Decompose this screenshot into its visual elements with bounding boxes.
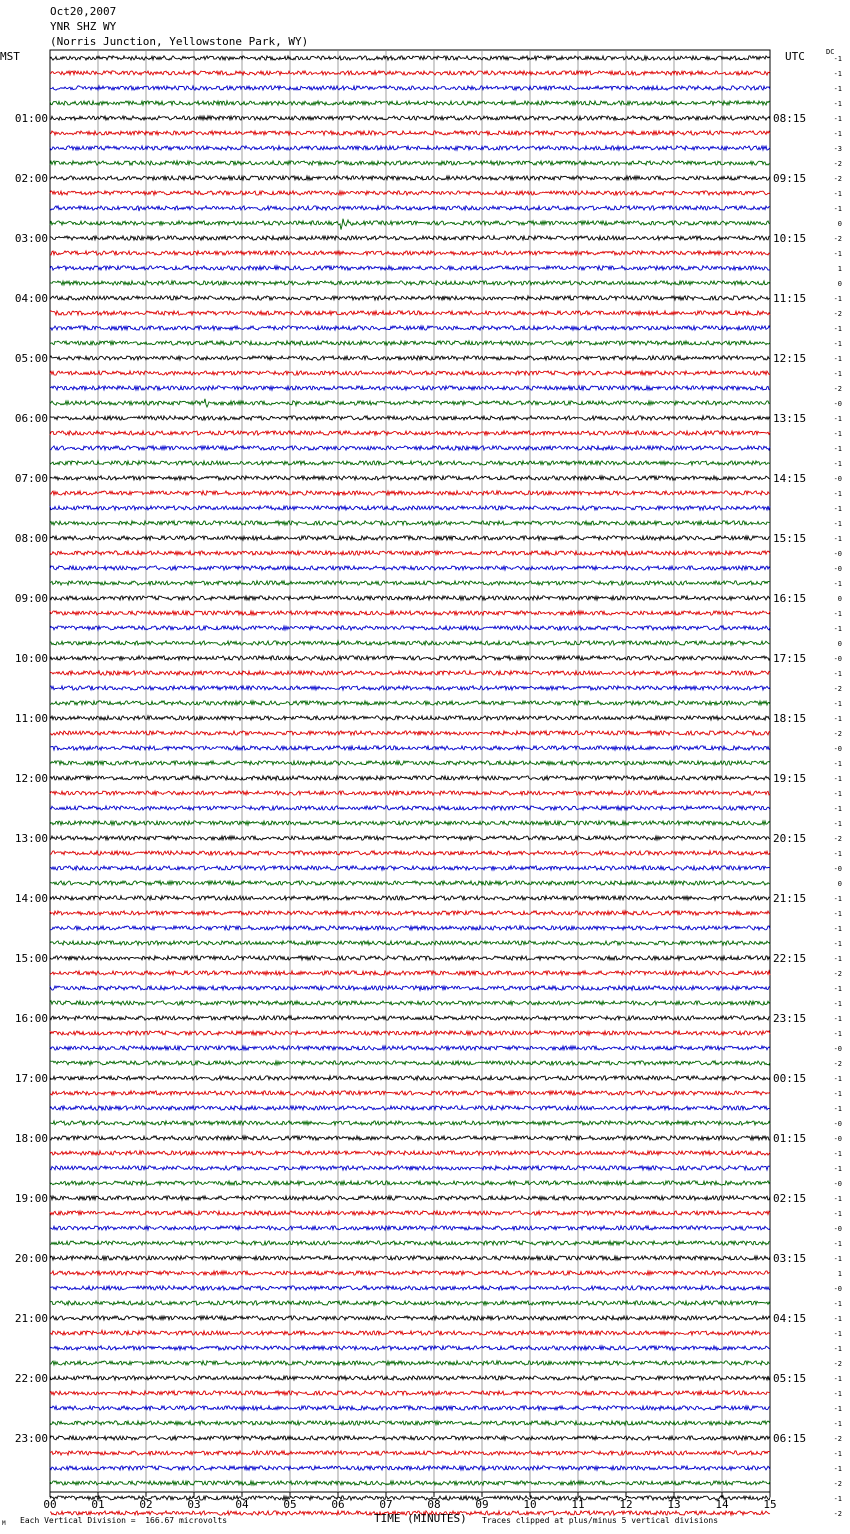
dc-offset-value: -1 [833,250,842,258]
seismic-trace [50,701,770,705]
dc-offset-value: 1 [837,265,842,273]
dc-offset-value: -1 [833,1030,842,1038]
dc-offset-value: -1 [833,505,842,513]
dc-offset-value: 1 [837,1270,842,1278]
dc-offset-value: 0 [837,880,842,888]
utc-hour-label: 04:15 [773,1312,807,1325]
dc-offset-value: -1 [833,190,842,198]
dc-offset-value: -0 [833,1285,842,1293]
seismic-trace [50,1226,770,1230]
dc-offset-value: -1 [833,1330,842,1338]
x-axis-title: TIME (MINUTES) [374,1512,467,1525]
seismic-trace [50,731,770,735]
record-date: Oct20,2007 [50,5,117,18]
dc-offset-value: -1 [833,1075,842,1083]
seismic-trace [50,71,770,75]
seismic-trace [50,1436,770,1440]
dc-offset-value: -0 [833,1120,842,1128]
seismic-trace [50,866,770,870]
seismic-trace [50,1421,770,1425]
mst-hour-label: 04:00 [14,292,48,305]
clip-note: Traces clipped at plus/minus 5 vertical divisions [482,1516,719,1525]
x-tick-label: 06 [331,1498,345,1511]
utc-hour-label: 05:15 [773,1372,807,1385]
seismic-trace [50,671,770,675]
seismic-trace [50,851,770,855]
utc-hour-label: 08:15 [773,112,807,125]
seismic-trace [50,1406,770,1410]
seismic-trace [50,281,770,285]
seismic-trace [50,341,770,345]
seismic-trace [50,1016,770,1020]
mst-hour-label: 09:00 [14,592,48,605]
dc-offset-value: -1 [833,1090,842,1098]
dc-offset-value: -1 [833,520,842,528]
x-tick-label: 13 [667,1498,681,1511]
dc-offset-value: -1 [833,370,842,378]
seismic-trace [50,836,770,840]
seismic-trace [50,1271,770,1275]
dc-offset-value: -2 [833,1060,842,1068]
mst-hour-label: 16:00 [14,1012,48,1025]
mst-hour-label: 02:00 [14,172,48,185]
seismic-trace [50,56,770,60]
mst-hour-label: 18:00 [14,1132,48,1145]
dc-offset-value: -0 [833,475,842,483]
right-timezone-label: UTC [785,50,805,63]
utc-hour-label: 22:15 [773,952,807,965]
dc-offset-value: -1 [833,460,842,468]
x-tick-label: 04 [235,1498,249,1511]
dc-offset-value: -1 [833,955,842,963]
dc-offset-value: -1 [833,1240,842,1248]
mst-hour-label: 03:00 [14,232,48,245]
dc-offset-header: DC [826,48,835,56]
x-tick-label: 15 [763,1498,777,1511]
seismic-trace [50,191,770,195]
x-tick-label: 08 [427,1498,441,1511]
seismic-trace [50,1106,770,1110]
mst-hour-label: 06:00 [14,412,48,425]
utc-hour-label: 17:15 [773,652,807,665]
dc-offset-value: -0 [833,400,842,408]
dc-offset-value: -1 [833,1495,842,1503]
dc-offset-value: -0 [833,1180,842,1188]
dc-offset-value: -1 [833,985,842,993]
dc-offset-value: -1 [833,1375,842,1383]
dc-offset-value: -1 [833,205,842,213]
x-tick-label: 00 [43,1498,57,1511]
seismic-trace [50,1211,770,1215]
dc-offset-value: -1 [833,1105,842,1113]
dc-offset-value: -0 [833,1135,842,1143]
dc-offset-value: -2 [833,685,842,693]
utc-hour-label: 15:15 [773,532,807,545]
dc-offset-value: -0 [833,550,842,558]
seismic-trace [50,1136,770,1140]
vertical-scale-note: Each Vertical Division = 166.67 microvolts [20,1516,228,1525]
dc-offset-value: -1 [833,415,842,423]
seismic-trace [50,491,770,495]
dc-offset-value: -1 [833,325,842,333]
seismic-trace [50,1166,770,1170]
seismic-trace [50,626,770,630]
seismic-trace [50,1076,770,1080]
dc-offset-value: -1 [833,775,842,783]
seismic-trace [50,641,770,645]
dc-offset-value: -2 [833,160,842,168]
dc-offset-value: -1 [833,850,842,858]
seismic-trace [50,1391,770,1395]
mst-hour-label: 23:00 [14,1432,48,1445]
dc-offset-value: -0 [833,655,842,663]
station-code: YNR SHZ WY [50,20,117,33]
seismic-trace [50,461,770,465]
dc-offset-value: -1 [833,115,842,123]
dc-offset-value: -1 [833,295,842,303]
seismic-trace [50,806,770,810]
seismic-trace [50,236,770,240]
dc-offset-value: -1 [833,355,842,363]
utc-hour-label: 21:15 [773,892,807,905]
seismic-trace [50,1061,770,1065]
mst-hour-label: 15:00 [14,952,48,965]
dc-offset-value: -1 [833,85,842,93]
utc-hour-label: 18:15 [773,712,807,725]
dc-offset-value: -1 [833,715,842,723]
logo-mark: M [2,1520,6,1527]
utc-hour-label: 14:15 [773,472,807,485]
dc-offset-value: 0 [837,595,842,603]
utc-hour-label: 02:15 [773,1192,807,1205]
mst-hour-label: 22:00 [14,1372,48,1385]
utc-hour-label: 10:15 [773,232,807,245]
left-timezone-label: MST [0,50,20,63]
mst-hour-label: 21:00 [14,1312,48,1325]
seismic-trace [50,536,770,540]
dc-offset-value: -1 [833,1165,842,1173]
dc-offset-value: -1 [833,100,842,108]
x-tick-label: 02 [139,1498,153,1511]
seismic-trace [50,581,770,585]
dc-offset-value: -1 [833,670,842,678]
mst-hour-label: 19:00 [14,1192,48,1205]
seismic-trace [50,296,770,300]
dc-offset-value: 0 [837,220,842,228]
seismic-trace [50,761,770,765]
seismic-trace [50,1046,770,1050]
seismic-trace [50,941,770,945]
dc-offset-value: -2 [833,310,842,318]
dc-offset-value: -0 [833,745,842,753]
seismic-trace [50,1496,770,1500]
seismic-trace [50,1031,770,1035]
dc-offset-value: -1 [833,490,842,498]
seismic-trace [50,206,770,211]
dc-offset-value: -1 [833,895,842,903]
mst-hour-label: 20:00 [14,1252,48,1265]
seismic-trace [50,251,770,255]
utc-hour-label: 19:15 [773,772,807,785]
seismic-trace [50,1361,770,1365]
x-tick-label: 12 [619,1498,633,1511]
utc-hour-label: 00:15 [773,1072,807,1085]
dc-offset-value: -2 [833,1510,842,1518]
seismic-trace [50,161,770,165]
seismic-trace [50,146,770,150]
dc-offset-value: -1 [833,625,842,633]
dc-offset-value: -3 [833,145,842,153]
dc-offset-value: -1 [833,1465,842,1473]
seismic-trace [50,971,770,975]
station-location: (Norris Junction, Yellowstone Park, WY) [50,35,309,48]
mst-hour-label: 07:00 [14,472,48,485]
seismic-trace [50,326,770,330]
dc-offset-value: -1 [833,1390,842,1398]
seismic-trace [50,176,770,180]
dc-offset-value: -1 [833,1315,842,1323]
mst-hour-label: 08:00 [14,532,48,545]
seismic-trace [50,1451,770,1455]
seismic-trace [50,1001,770,1005]
dc-offset-value: -1 [833,1300,842,1308]
seismic-trace [50,821,770,825]
x-tick-label: 11 [571,1498,585,1511]
dc-offset-value: -1 [833,1255,842,1263]
dc-offset-value: -1 [833,1405,842,1413]
seismic-trace [50,596,770,600]
dc-offset-value: -1 [833,580,842,588]
dc-offset-value: -1 [833,700,842,708]
x-tick-label: 10 [523,1498,537,1511]
seismic-trace [50,1256,770,1260]
seismic-trace [50,566,770,570]
dc-offset-value: -1 [833,1195,842,1203]
dc-offset-value: -1 [833,925,842,933]
dc-offset-value: 0 [837,280,842,288]
dc-offset-value: -1 [833,535,842,543]
mst-hour-label: 12:00 [14,772,48,785]
seismic-trace [50,1316,770,1320]
seismic-trace [50,686,770,690]
seismic-trace [50,431,770,435]
dc-offset-value: -1 [833,445,842,453]
seismic-trace [50,986,770,991]
seismic-trace [50,371,770,375]
dc-offset-value: -1 [833,790,842,798]
dc-offset-value: -2 [833,235,842,243]
dc-offset-value: -2 [833,385,842,393]
seismic-trace [50,1301,770,1305]
dc-offset-value: -1 [833,1210,842,1218]
seismic-trace [50,896,770,900]
mst-hour-label: 17:00 [14,1072,48,1085]
dc-offset-value: -1 [833,1000,842,1008]
dc-offset-value: -0 [833,565,842,573]
seismic-trace [50,1181,770,1185]
seismic-trace [50,506,770,510]
dc-offset-value: -2 [833,835,842,843]
dc-offset-value: -1 [833,805,842,813]
x-tick-label: 07 [379,1498,393,1511]
dc-offset-value: -2 [833,970,842,978]
seismic-trace [50,116,770,120]
seismic-trace [50,1466,770,1470]
seismic-trace [50,416,770,420]
dc-offset-value: -1 [833,910,842,918]
x-tick-label: 03 [187,1498,201,1511]
seismic-trace [50,131,770,135]
dc-offset-value: -1 [833,70,842,78]
seismic-trace [50,1121,770,1125]
utc-hour-label: 13:15 [773,412,807,425]
dc-offset-value: -2 [833,730,842,738]
x-tick-label: 05 [283,1498,297,1511]
mst-hour-label: 14:00 [14,892,48,905]
seismic-trace [50,399,770,407]
dc-offset-value: -1 [833,1420,842,1428]
seismic-trace [50,1330,770,1335]
seismic-trace [50,1286,770,1290]
dc-offset-value: -0 [833,865,842,873]
utc-hour-label: 09:15 [773,172,807,185]
seismic-trace [50,1196,770,1200]
seismic-trace [50,1091,770,1095]
utc-hour-label: 01:15 [773,1132,807,1145]
seismic-trace [50,1241,770,1245]
x-tick-label: 14 [715,1498,729,1511]
dc-offset-value: -2 [833,1480,842,1488]
seismic-trace [50,101,770,105]
x-tick-label: 09 [475,1498,489,1511]
dc-offset-value: -1 [833,940,842,948]
utc-hour-label: 16:15 [773,592,807,605]
dc-offset-value: -0 [833,1225,842,1233]
utc-hour-label: 23:15 [773,1012,807,1025]
seismic-trace [50,911,770,915]
dc-offset-value: -1 [833,1450,842,1458]
seismic-trace [50,219,770,230]
seismic-trace [50,446,770,450]
utc-hour-label: 03:15 [773,1252,807,1265]
seismic-trace [50,551,770,555]
seismic-trace [50,716,770,720]
dc-offset-value: -1 [833,55,842,63]
seismic-trace [50,311,770,315]
utc-hour-label: 20:15 [773,832,807,845]
seismic-trace [50,881,770,885]
seismic-trace [50,356,770,360]
dc-offset-value: -1 [833,430,842,438]
utc-hour-label: 12:15 [773,352,807,365]
dc-offset-value: 0 [837,640,842,648]
dc-offset-value: -1 [833,760,842,768]
seismic-trace [50,1346,770,1350]
x-tick-label: 01 [91,1498,105,1511]
dc-offset-value: -2 [833,175,842,183]
dc-offset-value: -2 [833,1360,842,1368]
seismic-trace [50,956,770,960]
seismic-trace [50,386,770,390]
seismic-trace [50,86,770,90]
dc-offset-value: -0 [833,1045,842,1053]
seismic-trace [50,1151,770,1155]
seismic-trace [50,791,770,795]
dc-offset-value: -1 [833,1345,842,1353]
mst-hour-label: 01:00 [14,112,48,125]
dc-offset-value: -1 [833,130,842,138]
seismic-trace [50,476,770,480]
seismic-trace [50,656,770,660]
utc-hour-label: 11:15 [773,292,807,305]
mst-hour-label: 05:00 [14,352,48,365]
mst-hour-label: 11:00 [14,712,48,725]
dc-offset-value: -1 [833,820,842,828]
dc-offset-value: -1 [833,1015,842,1023]
dc-offset-value: -1 [833,610,842,618]
seismic-trace [50,746,770,750]
mst-hour-label: 10:00 [14,652,48,665]
utc-hour-label: 06:15 [773,1432,807,1445]
seismic-trace [50,926,770,930]
seismic-trace [50,1481,770,1485]
seismic-trace [50,521,770,525]
dc-offset-value: -1 [833,340,842,348]
seismic-trace [50,266,770,270]
seismic-trace [50,776,770,780]
seismic-trace [50,611,770,615]
seismic-trace [50,1376,770,1380]
dc-offset-value: -2 [833,1435,842,1443]
dc-offset-value: -1 [833,1150,842,1158]
mst-hour-label: 13:00 [14,832,48,845]
